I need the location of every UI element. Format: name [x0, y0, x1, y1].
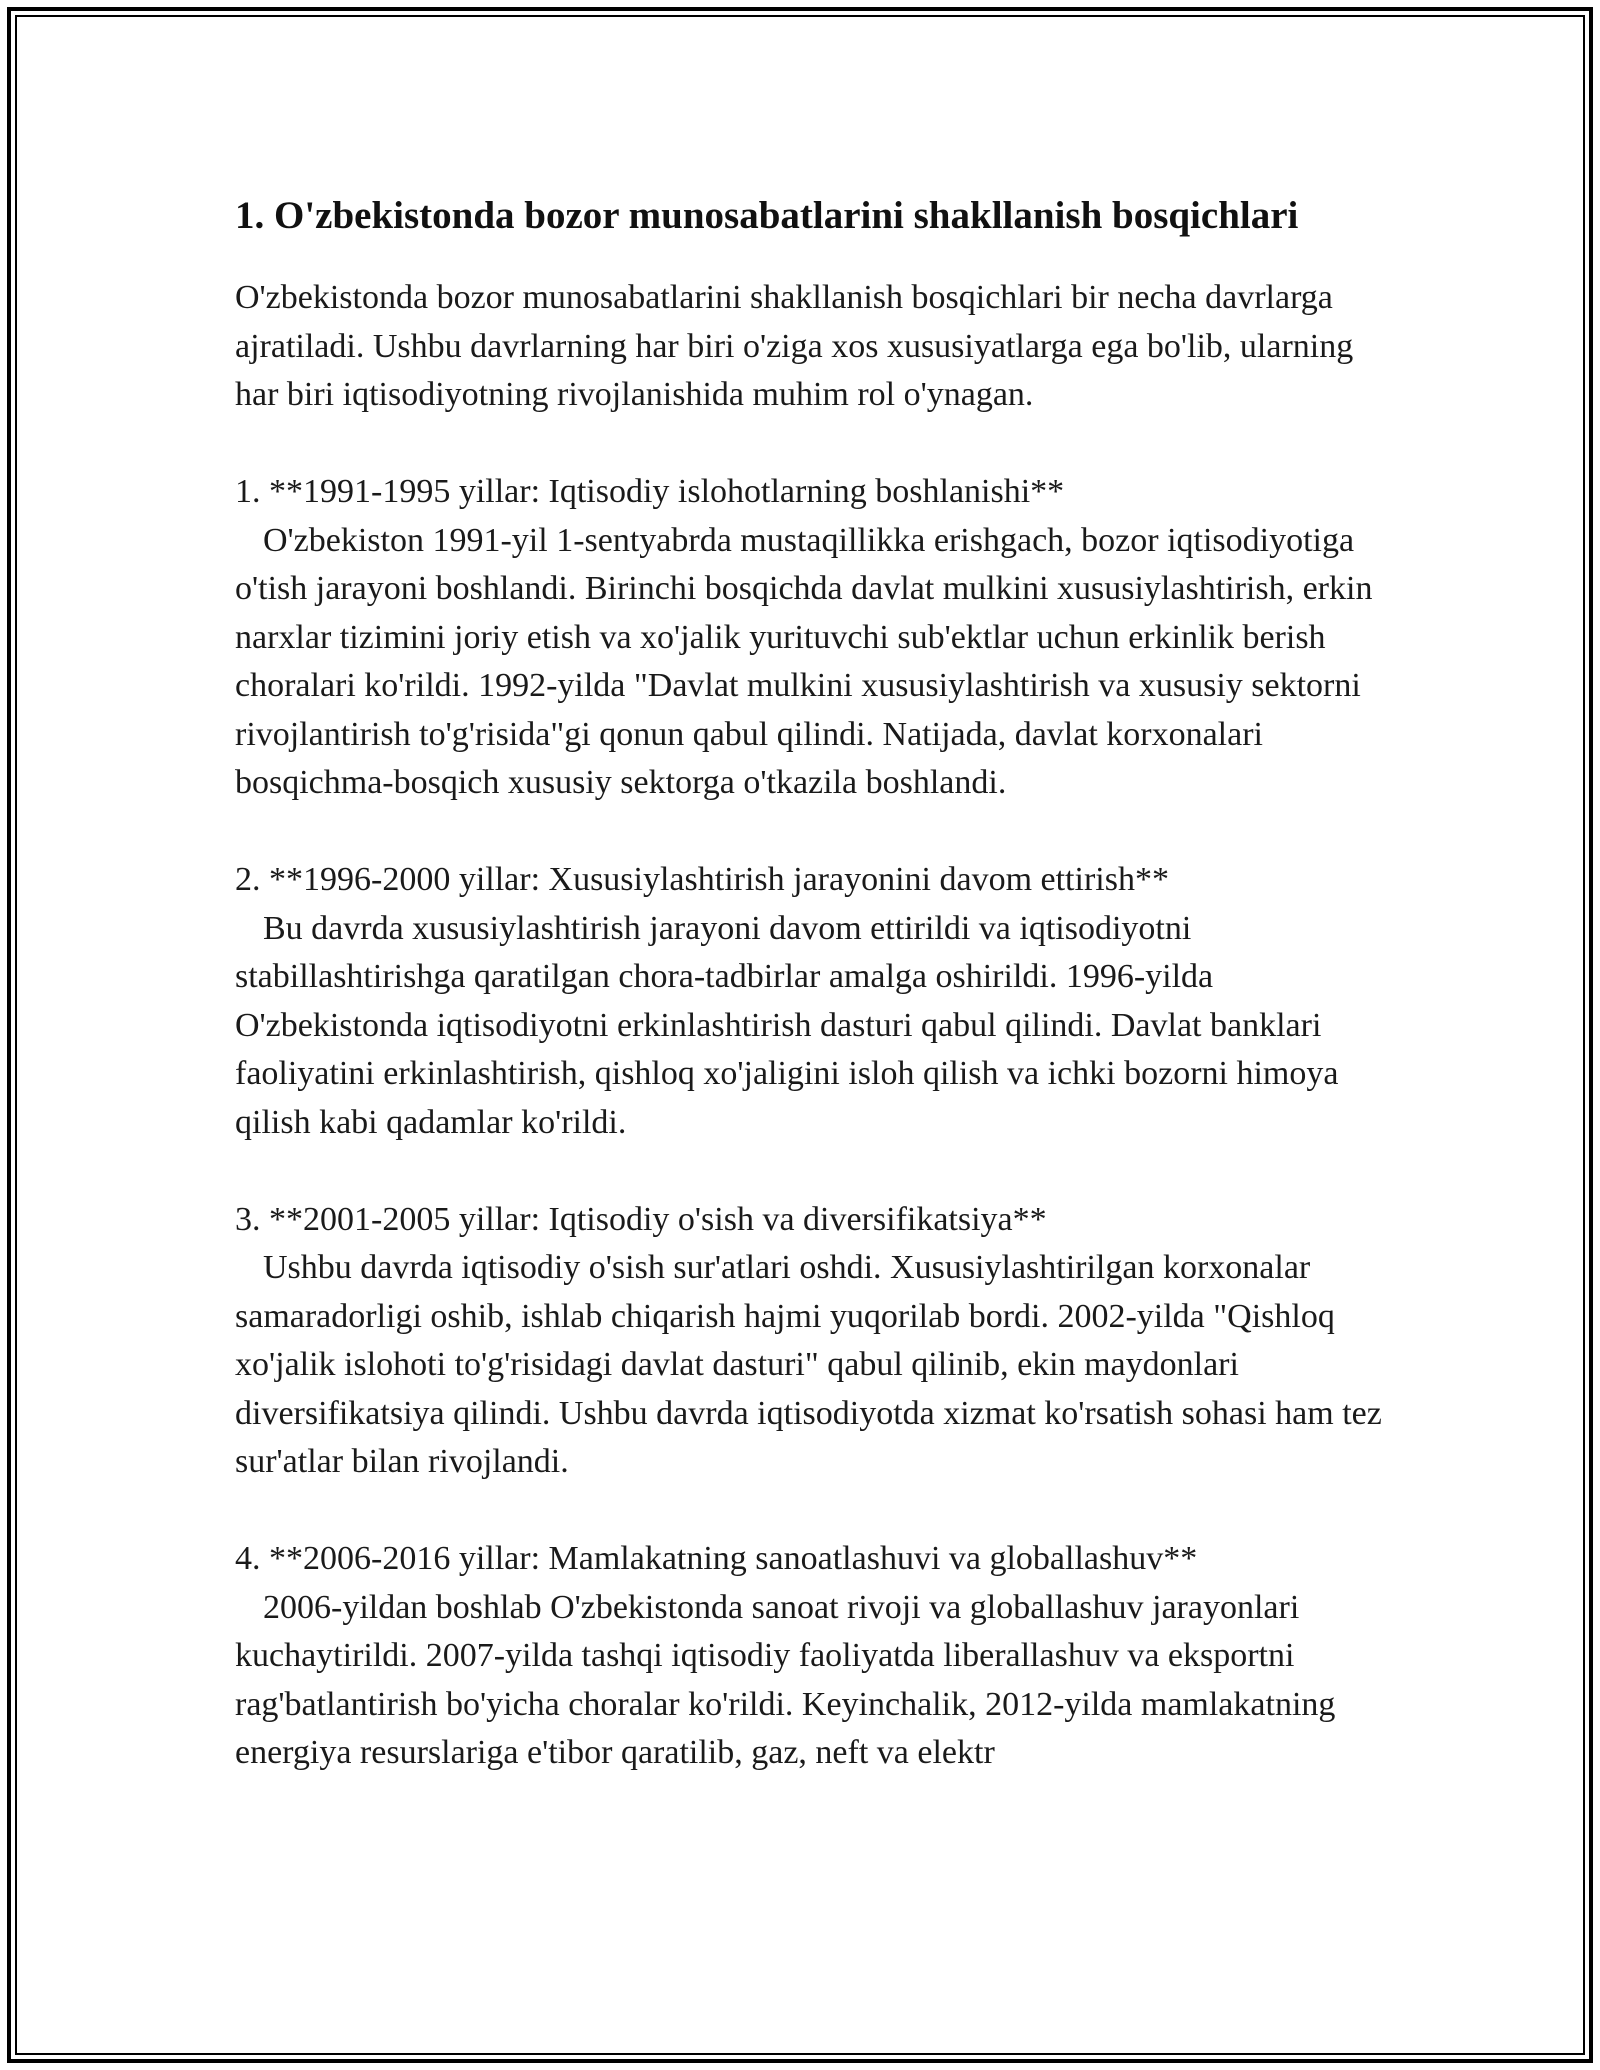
list-item-body: 2006-yildan boshlab O'zbekistonda sanoat rivoji va globallashuv jarayonlari kuchaytirildi. 2007-yilda tashqi iqtisodiy faoliyatda liberallashuv va eksportni rag'batlantirish bo'yicha choralar ko'rildi. Keyinchalik, 2012-yilda mamlakatning energiya resurslariga e'tibor qaratilib, gaz, neft va elektr: [235, 1588, 1336, 1771]
list-item-heading: 4. **2006-2016 yillar: Mamlakatning sanoatlashuvi va globallashuv**: [235, 1540, 1198, 1577]
spacer: [235, 420, 1385, 469]
list-item: [235, 856, 1385, 1147]
document-content: [235, 188, 1385, 1778]
list-item-heading: 1. **1991-1995 yillar: Iqtisodiy islohotlarning boshlanishi**: [235, 473, 1065, 510]
spacer: [235, 1487, 1385, 1536]
list-item-heading: 3. **2001-2005 yillar: Iqtisodiy o'sish va diversifikatsiya**: [235, 1200, 1047, 1238]
list-item: [235, 468, 1385, 808]
list-item-body: Ushbu davrda iqtisodiy o'sish sur'atlari oshdi. Xususiylashtirilgan korxonalar samaradorligi oshib, ishlab chiqarish hajmi yuqorilab bordi. 2002-yilda "Qishloq xo'jalik islohoti to'g'risidagi davlat dasturi" qabul qilinib, ekin maydonlari diversifikatsiya qilindi. Ushbu davrda iqtisodiyotda xizmat ko'rsatish sohasi ham tez sur'atlar bilan rivojlandi.: [235, 1249, 1382, 1480]
spacer: [235, 808, 1385, 857]
list-item-body: O'zbekiston 1991-yil 1-sentyabrda mustaqillikka erishgach, bozor iqtisodiyotiga o'tish jarayoni boshlandi. Birinchi bosqichda davlat mulkini xususiylashtirish, erkin narxlar tizimini joriy etish va xo'jalik yurituvchi sub'ektlar uchun erkinlik berish choralari ko'rildi. 1992-yilda "Davlat mulkini xususiylashtirish va xususiy sektorni rivojlantirish to'g'risida"gi qonun qabul qilindi. Natijada, davlat korxonalari bosqichma-bosqich xususiy sektorga o'tkazila boshlandi.: [235, 521, 1373, 801]
page-title: 1. O'zbekistonda bozor munosabatlarini shakllanish bosqichlari: [235, 194, 1299, 237]
list-item: [235, 1196, 1385, 1487]
spacer: [235, 1147, 1385, 1196]
list-item-body: Bu davrda xususiylashtirish jarayoni davom ettirildi va iqtisodiyotni stabillashtirishga qaratilgan chora-tadbirlar amalga oshirildi. 1996-yilda O'zbekistonda iqtisodiyotni erkinlashtirish dasturi qabul qilindi. Davlat banklari faoliyatini erkinlashtirish, qishloq xo'jaligini isloh qilish va ichki bozorni himoya qilish kabi qadamlar ko'rildi.: [235, 909, 1339, 1141]
list-item-heading: 2. **1996-2000 yillar: Xususiylashtirish jarayonini davom ettirish**: [235, 861, 1169, 898]
intro-paragraph: O'zbekistonda bozor munosabatlarini shakllanish bosqichlari bir necha davrlarga ajratiladi. Ushbu davrlarning har biri o'ziga xos xususiyatlarga ega bo'lib, ularning har biri iqtisodiyotning rivojlanishida muhim rol o'ynagan.: [235, 279, 1354, 413]
list-item: [235, 1535, 1385, 1778]
